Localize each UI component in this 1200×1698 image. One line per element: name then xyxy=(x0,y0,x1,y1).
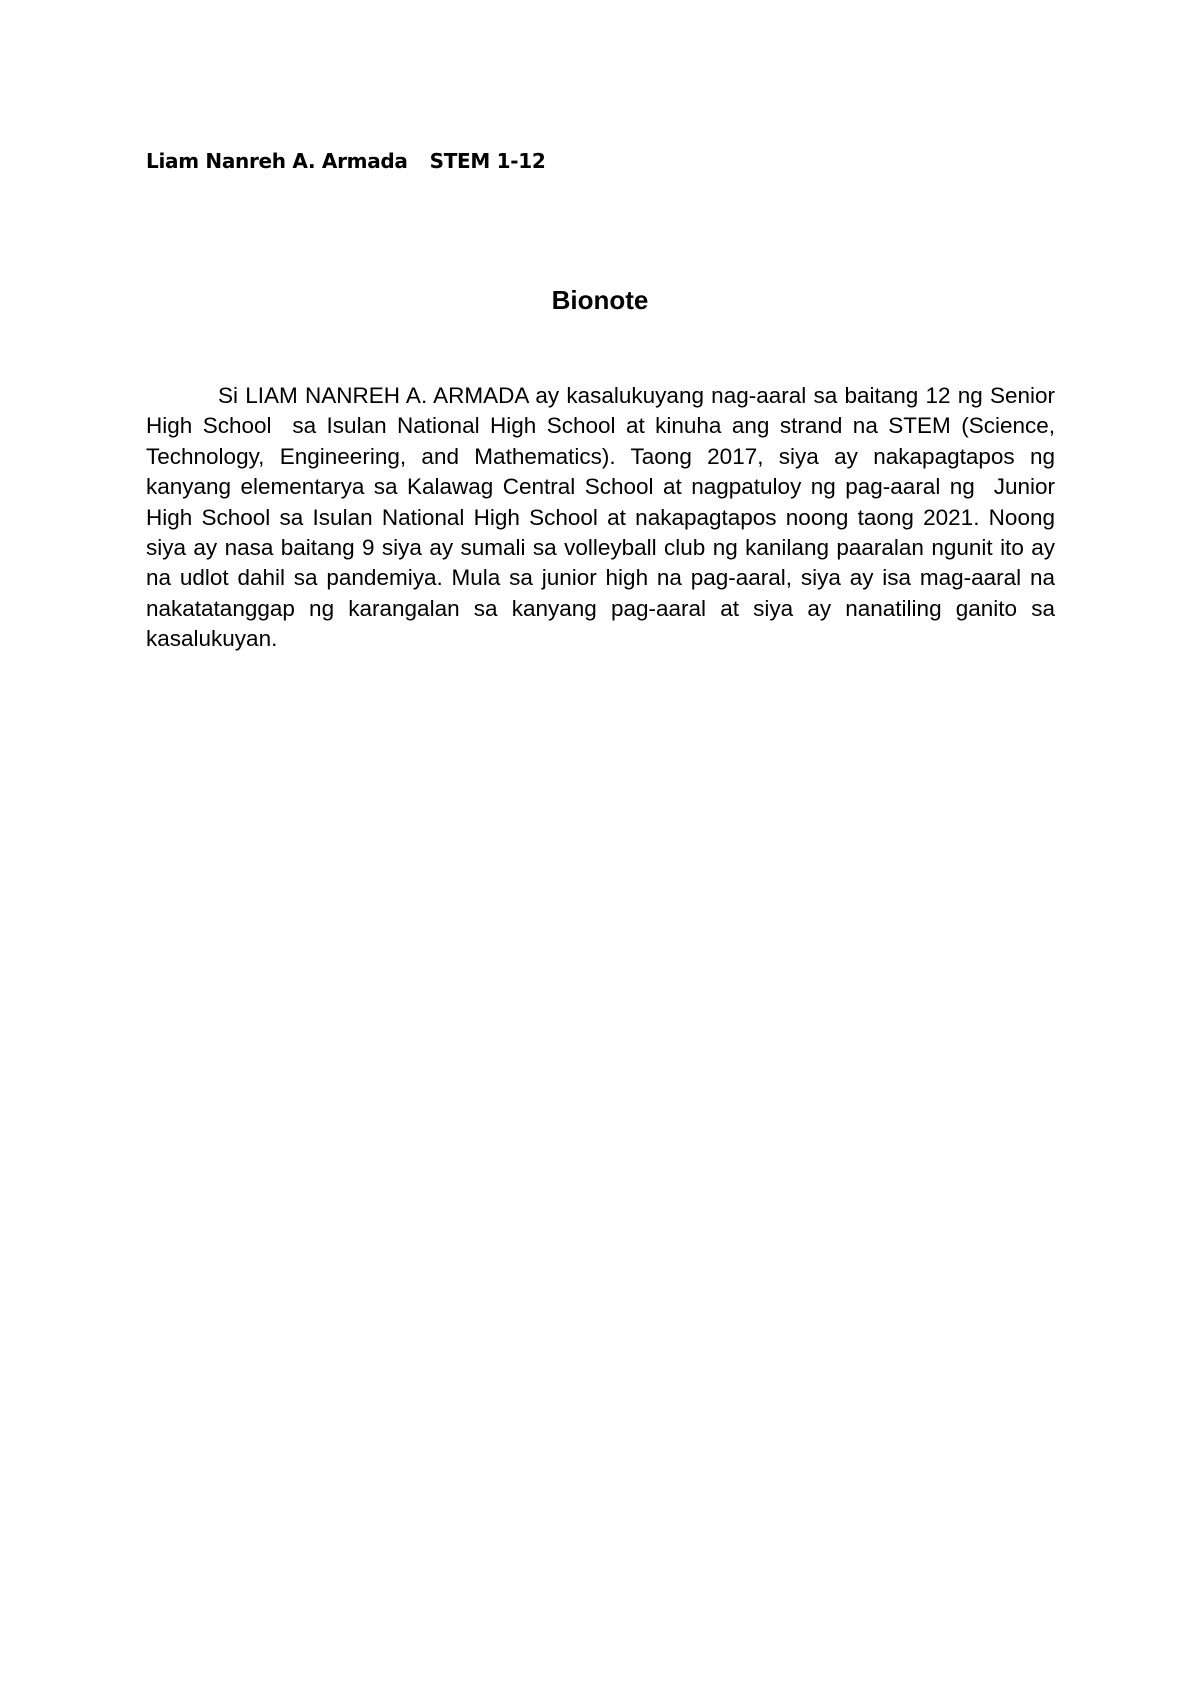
bionote-paragraph: Si LIAM NANREH A. ARMADA ay kasalukuyang nag-aaral sa baitang 12 ng Senior High School sa Isulan National High School at kinuha ang strand na STEM (Science, Technology, Engineering, and Mathematics). Taong 2017, siya ay nakapagtapos ng kanyang elementarya sa Kalawag Central School at nagpatuloy ng pag-aaral ng Junior High School sa Isulan National High School at nakapagtapos noong taong 2021. Noong siya ay nasa baitang 9 siya ay sumali sa volleyball club ng kanilang paaralan ngunit ito ay na udlot dahil sa pandemiya. Mula sa junior high na pag-aaral, siya ay isa mag-aaral na nakatatanggap ng karangalan sa kanyang pag-aaral at siya ay nanatiling ganito sa kasalukuyan. xyxy=(146,383,1062,652)
student-section: STEM 1-12 xyxy=(429,149,546,173)
document-title: Bionote xyxy=(551,285,649,315)
student-header xyxy=(146,148,546,174)
student-name: Liam Nanreh A. Armada xyxy=(146,149,408,173)
